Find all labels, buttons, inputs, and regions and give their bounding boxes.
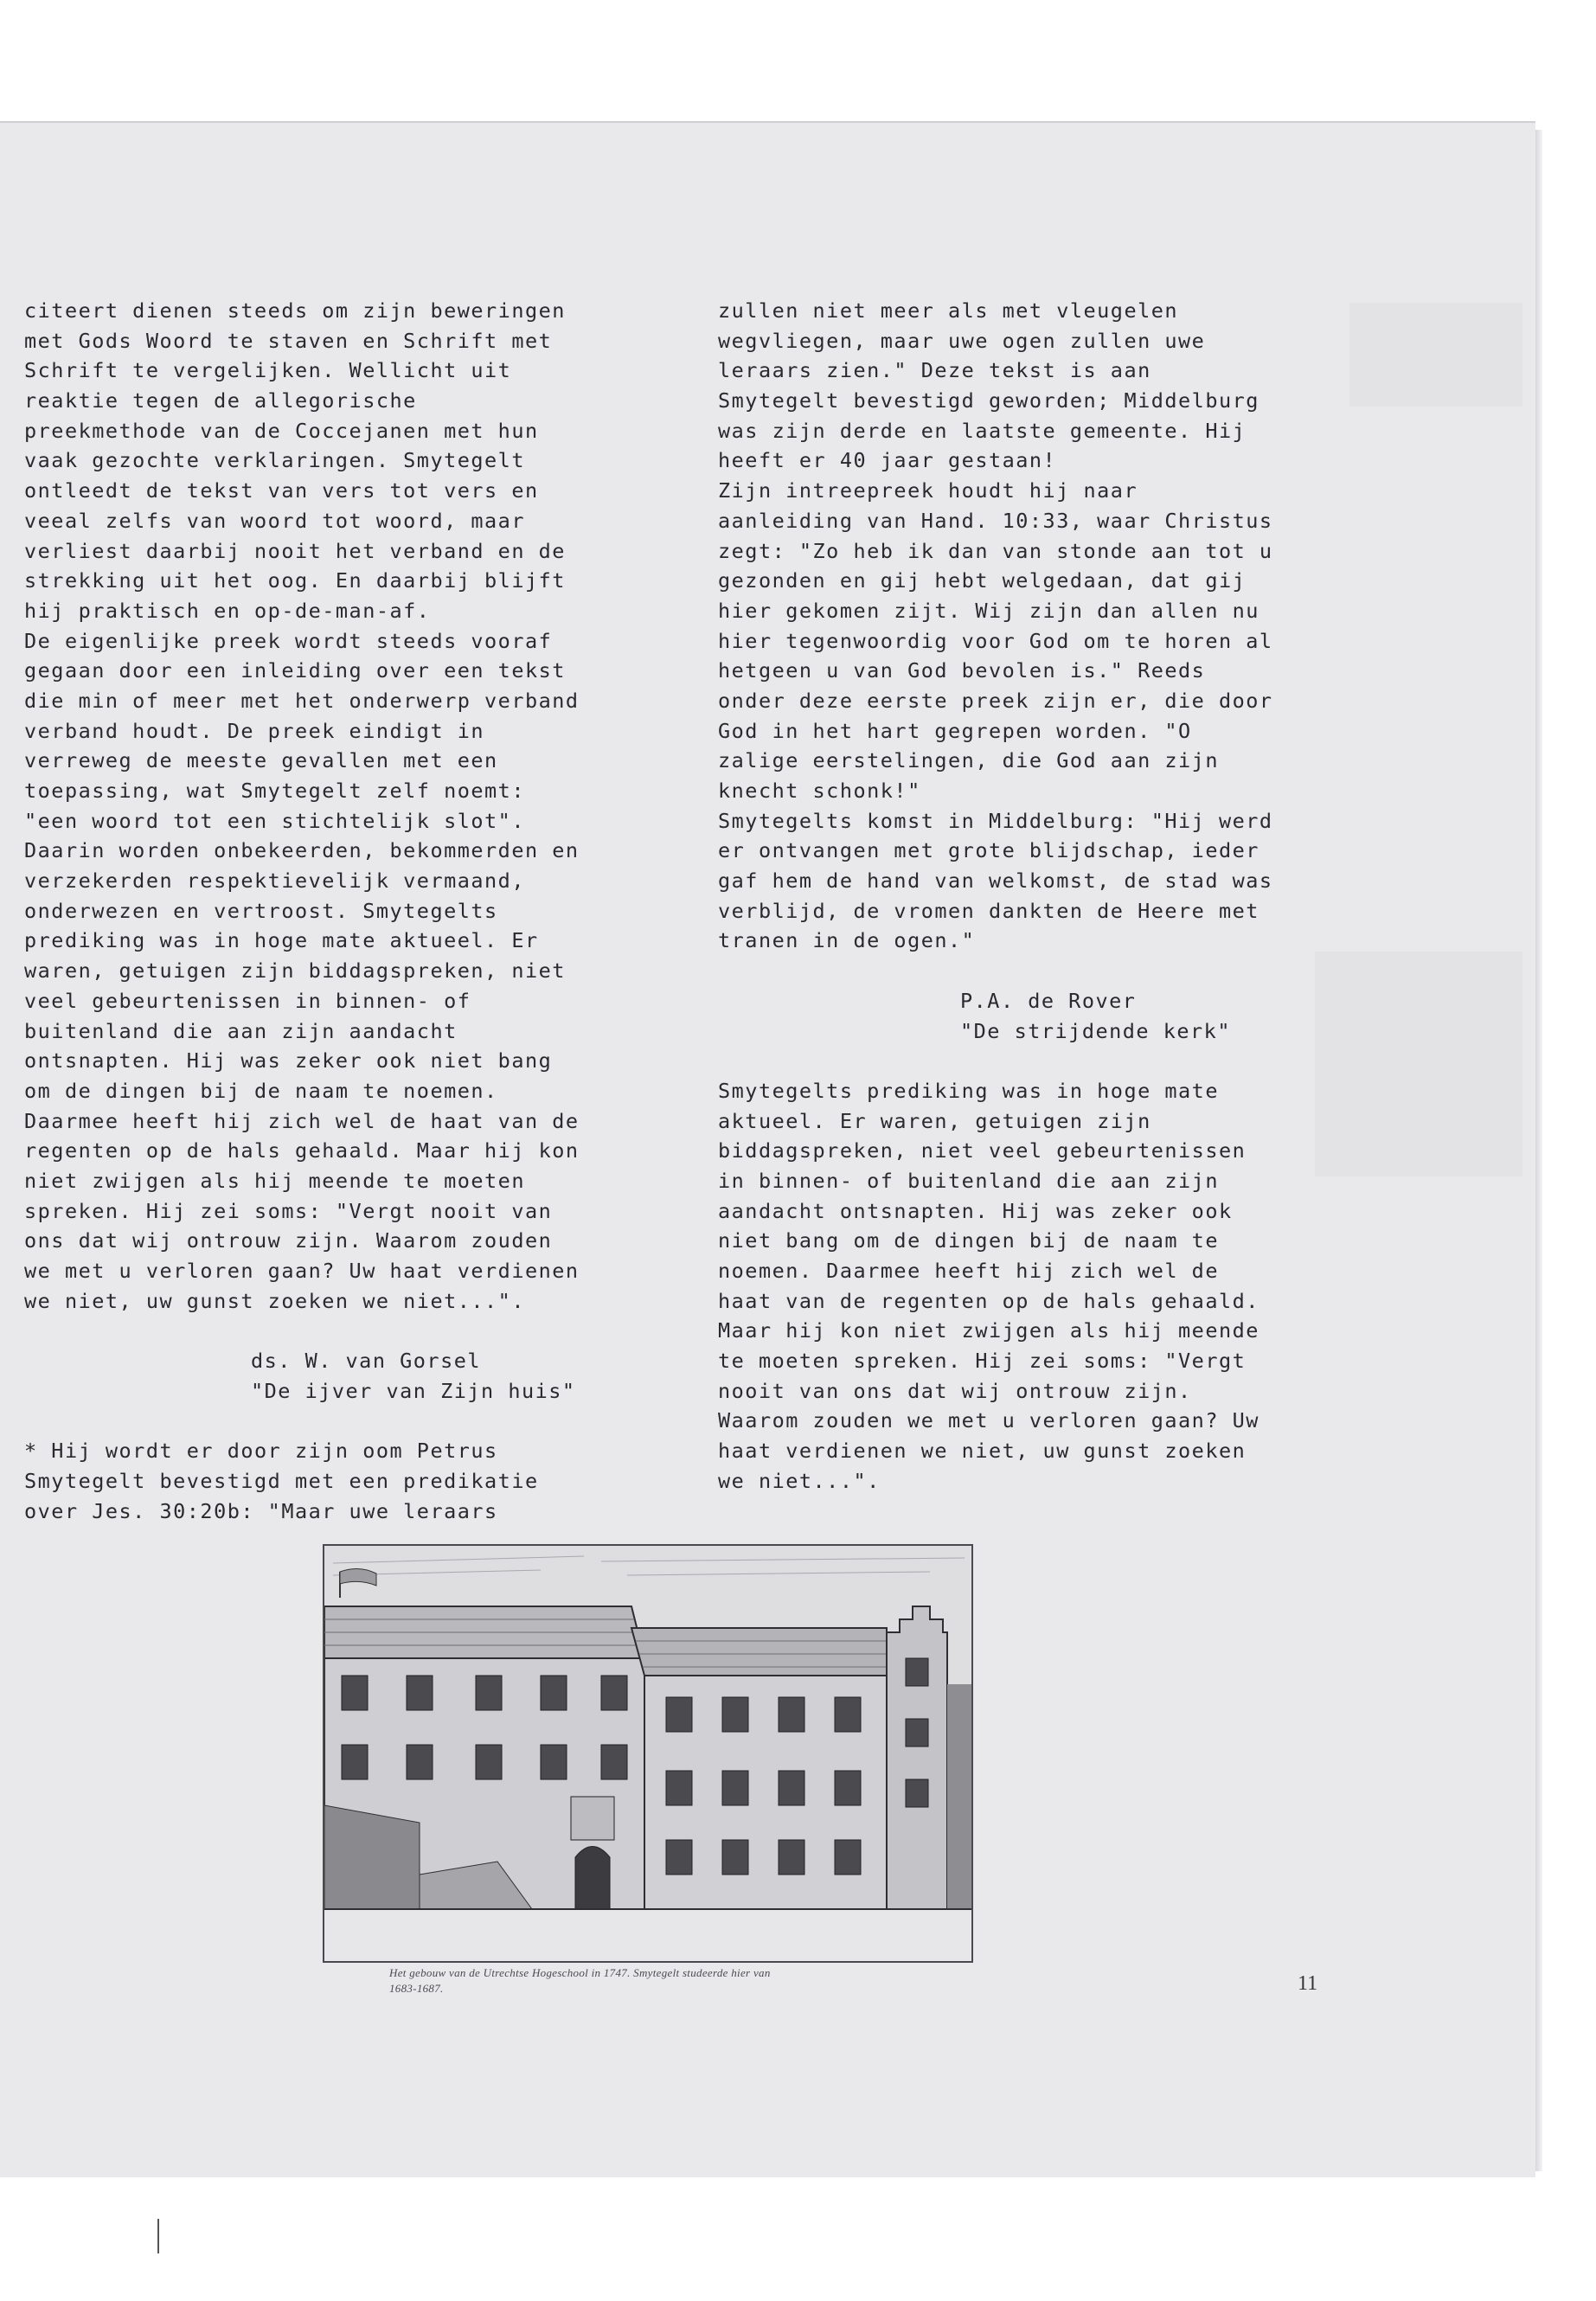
text-line: niet bang om de dingen bij de naam te	[718, 1228, 1219, 1253]
right-body-text	[718, 296, 1410, 956]
caption-line-2: 1683-1687.	[389, 1982, 444, 1995]
attribution-source: "De strijdende kerk"	[960, 1018, 1231, 1043]
text-line: gegaan door een inleiding over een tekst	[24, 658, 566, 683]
text-line: "een woord tot een stichtelijk slot".	[24, 808, 525, 833]
text-line: vaak gezochte verklaringen. Smytegelt	[24, 448, 525, 473]
text-line: verliest daarbij nooit het verband en de	[24, 538, 566, 563]
page-edge	[1535, 130, 1542, 2171]
text-line: noemen. Daarmee heeft hij zich wel de	[718, 1259, 1219, 1283]
text-line: in binnen- of buitenland die aan zijn	[718, 1168, 1219, 1193]
text-line: gezonden en gij hebt welgedaan, dat gij	[718, 568, 1247, 593]
text-line: De eigenlijke preek wordt steeds vooraf	[24, 628, 553, 653]
text-line: Smytegelts prediking was in hoge mate	[718, 1078, 1219, 1103]
text-line: met Gods Woord te staven en Schrift met	[24, 328, 553, 353]
text-line: preekmethode van de Coccejanen met hun	[24, 418, 539, 443]
text-line: Schrift te vergelijken. Wellicht uit	[24, 358, 512, 383]
text-line: tranen in de ogen."	[718, 928, 976, 953]
text-line: hetgeen u van God bevolen is." Reeds	[718, 658, 1206, 683]
text-line: leraars zien." Deze tekst is aan	[718, 358, 1151, 383]
text-line: er ontvangen met grote blijdschap, ieder	[718, 838, 1259, 863]
figure-caption	[389, 1965, 995, 1997]
text-line: wegvliegen, maar uwe ogen zullen uwe	[718, 328, 1206, 353]
text-line: Daarin worden onbekeerden, bekommerden en	[24, 838, 580, 863]
caption-line-1: Het gebouw van de Utrechtse Hogeschool in 1747. Smytegelt studeerde hier van	[389, 1966, 771, 1979]
text-line: buitenland die aan zijn aandacht	[24, 1018, 458, 1043]
attribution-author: P.A. de Rover	[960, 988, 1137, 1013]
page-number: 11	[1298, 1972, 1318, 1995]
text-line: verreweg de meeste gevallen met een	[24, 748, 498, 773]
text-line: veel gebeurtenissen in binnen- of	[24, 988, 471, 1013]
text-line: Smytegelt bevestigd met een predikatie	[24, 1468, 539, 1493]
text-line: waren, getuigen zijn biddagspreken, niet	[24, 958, 566, 984]
text-line: citeert dienen steeds om zijn beweringen	[24, 298, 566, 323]
text-line: knecht schonk!"	[718, 779, 921, 803]
text-line: verzekerden respektievelijk vermaand,	[24, 868, 525, 894]
text-line: we met u verloren gaan? Uw haat verdienen	[24, 1259, 580, 1283]
text-line: heeft er 40 jaar gestaan!	[718, 448, 1057, 473]
left-body-text	[24, 296, 690, 1316]
text-line: Waarom zouden we met u verloren gaan? Uw	[718, 1408, 1259, 1433]
text-line: was zijn derde en laatste gemeente. Hij	[718, 418, 1247, 443]
text-line: Daarmee heeft hij zich wel de haat van de	[24, 1108, 580, 1133]
left-column	[24, 296, 690, 1526]
building-engraving	[323, 1544, 973, 1963]
text-line: we niet, uw gunst zoeken we niet...".	[24, 1288, 525, 1313]
text-line: gaf hem de hand van welkomst, de stad was	[718, 868, 1273, 894]
text-line: Smytegelts komst in Middelburg: "Hij werd	[718, 808, 1273, 833]
text-line: spreken. Hij zei soms: "Vergt nooit van	[24, 1198, 553, 1223]
text-line: hier tegenwoordig voor God om te horen al	[718, 628, 1273, 653]
text-line: * Hij wordt er door zijn oom Petrus	[24, 1439, 498, 1464]
text-line: niet zwijgen als hij meende te moeten	[24, 1168, 525, 1193]
text-line: hij praktisch en op-de-man-af.	[24, 598, 431, 623]
text-line: te moeten spreken. Hij zei soms: "Vergt	[718, 1349, 1247, 1374]
text-line: zalige eerstelingen, die God aan zijn	[718, 748, 1219, 773]
text-line: die min of meer met het onderwerp verband	[24, 688, 580, 713]
text-line: aanleiding van Hand. 10:33, waar Christus	[718, 508, 1273, 533]
right-body-text-2	[718, 1076, 1410, 1497]
footnote	[24, 1436, 690, 1526]
text-line: onder deze eerste preek zijn er, die door	[718, 688, 1273, 713]
text-line: toepassing, wat Smytegelt zelf noemt:	[24, 779, 525, 803]
text-line: aandacht ontsnapten. Hij was zeker ook	[718, 1198, 1233, 1223]
text-line: Zijn intreepreek houdt hij naar	[718, 478, 1138, 503]
text-line: ontsnapten. Hij was zeker ook niet bang	[24, 1048, 553, 1074]
text-line: prediking was in hoge mate aktueel. Er	[24, 928, 539, 953]
text-line: regenten op de hals gehaald. Maar hij kon	[24, 1138, 580, 1163]
text-line: zullen niet meer als met vleugelen	[718, 298, 1179, 323]
text-line: verblijd, de vromen dankten de Heere met	[718, 898, 1259, 923]
text-line: nooit van ons dat wij ontrouw zijn.	[718, 1378, 1192, 1403]
text-line: God in het hart gegrepen worden. "O	[718, 718, 1192, 743]
margin-mark	[157, 2219, 159, 2253]
text-line: strekking uit het oog. En daarbij blijft	[24, 568, 566, 593]
text-line: aktueel. Er waren, getuigen zijn	[718, 1108, 1151, 1133]
text-line: over Jes. 30:20b: "Maar uwe leraars	[24, 1498, 498, 1523]
text-line: we niet...".	[718, 1468, 881, 1493]
text-line: verband houdt. De preek eindigt in	[24, 718, 485, 743]
attribution-source: "De ijver van Zijn huis"	[251, 1378, 576, 1403]
text-line: onderwezen en vertroost. Smytegelts	[24, 898, 498, 923]
text-line: ons dat wij ontrouw zijn. Waarom zouden	[24, 1228, 553, 1253]
engraving-illustration	[324, 1546, 971, 1961]
text-line: haat verdienen we niet, uw gunst zoeken	[718, 1439, 1247, 1464]
text-line: hier gekomen zijt. Wij zijn dan allen nu	[718, 598, 1259, 623]
text-line: reaktie tegen de allegorische	[24, 388, 417, 413]
text-line: Maar hij kon niet zwijgen als hij meende	[718, 1318, 1259, 1343]
text-line: ontleedt de tekst van vers tot vers en	[24, 478, 539, 503]
right-column	[718, 296, 1410, 1497]
attribution-author: ds. W. van Gorsel	[251, 1349, 482, 1374]
text-line: haat van de regenten op de hals gehaald.	[718, 1288, 1259, 1313]
text-line: om de dingen bij de naam te noemen.	[24, 1078, 498, 1103]
text-line: veeal zelfs van woord tot woord, maar	[24, 508, 525, 533]
text-line: zegt: "Zo heb ik dan van stonde aan tot u	[718, 538, 1273, 563]
text-line: Smytegelt bevestigd geworden; Middelburg	[718, 388, 1259, 413]
text-line: biddagspreken, niet veel gebeurtenissen	[718, 1138, 1247, 1163]
